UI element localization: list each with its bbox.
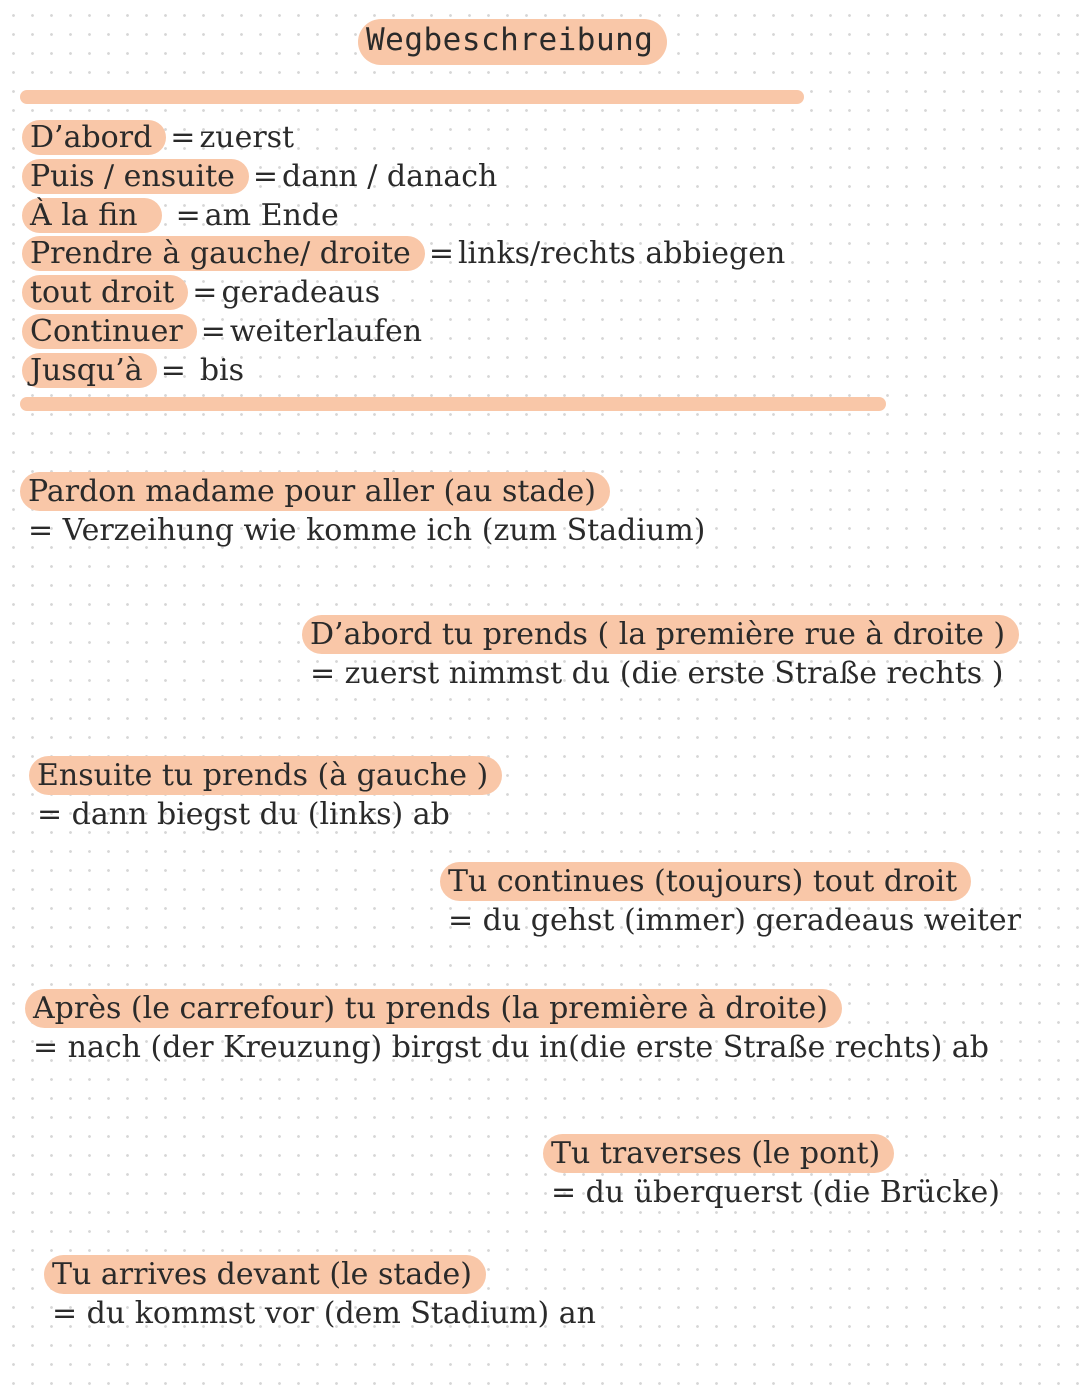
phrase-block bbox=[28, 472, 705, 550]
phrase-block bbox=[33, 989, 989, 1067]
vocab-item bbox=[30, 352, 785, 391]
equals-sign: = bbox=[170, 120, 196, 155]
phrase-block bbox=[448, 862, 1021, 940]
phrase-german: = du gehst (immer) geradeaus weiter bbox=[448, 903, 1021, 938]
phrase-german: = zuerst nimmst du (die erste Straße rechts ) bbox=[310, 656, 1004, 691]
vocab-german: bis bbox=[199, 352, 245, 388]
vocab-german: zuerst bbox=[199, 120, 295, 155]
phrase-block bbox=[52, 1255, 596, 1333]
phrase-french: Tu continues (toujours) tout droit bbox=[440, 862, 971, 901]
vocab-item bbox=[30, 313, 785, 352]
vocabulary-list bbox=[30, 119, 785, 391]
vocab-french: Jusqu’à bbox=[22, 353, 157, 388]
divider-bottom bbox=[20, 397, 886, 411]
vocab-german: weiterlaufen bbox=[229, 313, 423, 349]
phrase-french: Pardon madame pour aller (au stade) bbox=[20, 472, 610, 511]
vocab-german: geradeaus bbox=[221, 275, 381, 311]
equals-sign: = bbox=[428, 236, 454, 272]
phrase-french: Tu traverses (le pont) bbox=[543, 1134, 894, 1173]
vocab-item bbox=[30, 274, 785, 313]
vocab-item bbox=[30, 197, 785, 236]
equals-sign: = bbox=[200, 313, 226, 349]
phrase-german: = dann biegst du (links) ab bbox=[37, 797, 450, 832]
phrase-block bbox=[551, 1134, 1000, 1212]
phrase-french: Ensuite tu prends (à gauche ) bbox=[29, 756, 502, 795]
vocab-item bbox=[30, 235, 785, 274]
vocab-french: À la fin bbox=[22, 198, 162, 233]
equals-sign: = bbox=[252, 158, 279, 194]
equals-sign: = bbox=[160, 352, 186, 388]
vocab-german: am Ende bbox=[204, 197, 339, 233]
phrase-block bbox=[37, 756, 502, 834]
equals-sign: = bbox=[175, 197, 201, 233]
phrase-french: Après (le carrefour) tu prends (la première à droite) bbox=[25, 989, 842, 1028]
divider-top bbox=[20, 90, 804, 104]
vocab-item bbox=[30, 158, 785, 197]
phrase-german: = Verzeihung wie komme ich (zum Stadium) bbox=[28, 513, 706, 548]
phrase-french: D’abord tu prends ( la première rue à droite ) bbox=[302, 615, 1019, 654]
vocab-german: dann / danach bbox=[282, 158, 498, 194]
vocab-french: Continuer bbox=[22, 314, 197, 349]
phrase-german: = du überquerst (die Brücke) bbox=[551, 1175, 1000, 1210]
phrase-german: = nach (der Kreuzung) birgst du in(die erste Straße rechts) ab bbox=[33, 1030, 989, 1065]
vocab-french: D’abord bbox=[22, 120, 166, 155]
vocab-french: Puis / ensuite bbox=[22, 159, 249, 194]
phrase-block bbox=[310, 615, 1019, 693]
vocab-item bbox=[30, 119, 785, 158]
vocab-french: Prendre à gauche/ droite bbox=[22, 236, 425, 271]
equals-sign: = bbox=[192, 275, 218, 311]
page-title: Wegbeschreibung bbox=[358, 19, 667, 65]
phrase-french: Tu arrives devant (le stade) bbox=[44, 1255, 486, 1294]
phrase-german: = du kommst vor (dem Stadium) an bbox=[52, 1296, 596, 1331]
vocab-french: tout droit bbox=[22, 275, 188, 310]
vocab-german: links/rechts abbiegen bbox=[457, 236, 786, 272]
